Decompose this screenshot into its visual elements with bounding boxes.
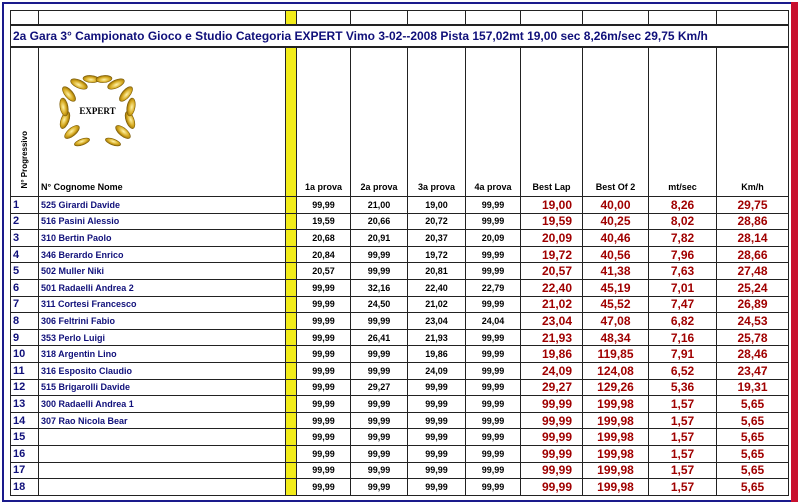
cell-p3: 99,99 xyxy=(408,462,466,479)
cell-driver-name xyxy=(39,479,286,496)
cell-p3: 19,72 xyxy=(408,246,466,263)
cell-best-lap: 99,99 xyxy=(521,412,583,429)
yellow-divider xyxy=(286,263,297,280)
cell-p2: 99,99 xyxy=(351,313,408,330)
yellow-divider xyxy=(286,279,297,296)
cell-best-lap: 19,72 xyxy=(521,246,583,263)
cell-driver-name: 353 Perlo Luigi xyxy=(39,329,286,346)
cell-p3: 99,99 xyxy=(408,479,466,496)
cell-p1: 99,99 xyxy=(297,362,351,379)
cell-p3: 22,40 xyxy=(408,279,466,296)
cell-p1: 19,59 xyxy=(297,213,351,230)
cell-position: 1 xyxy=(11,197,39,214)
laurel-wreath-logo xyxy=(50,70,145,155)
cell-p3: 21,02 xyxy=(408,296,466,313)
cell-p1: 99,99 xyxy=(297,429,351,446)
cell-best-lap: 99,99 xyxy=(521,445,583,462)
right-red-border xyxy=(791,2,798,502)
cell-p4: 99,99 xyxy=(466,246,521,263)
cell-mt-sec: 8,02 xyxy=(649,213,717,230)
cell-driver-name: 307 Rao Nicola Bear xyxy=(39,412,286,429)
cell-p1: 99,99 xyxy=(297,379,351,396)
cell-p4: 99,99 xyxy=(466,197,521,214)
cell-position: 9 xyxy=(11,329,39,346)
cell-p4: 99,99 xyxy=(466,429,521,446)
cell-mt-sec: 8,26 xyxy=(649,197,717,214)
cell-mt-sec: 5,36 xyxy=(649,379,717,396)
cell-mt-sec: 1,57 xyxy=(649,396,717,413)
cell-position: 6 xyxy=(11,279,39,296)
yellow-divider xyxy=(286,213,297,230)
cell-kmh: 26,89 xyxy=(717,296,789,313)
cell-best-of-2: 40,46 xyxy=(583,230,649,247)
cell-p3: 19,00 xyxy=(408,197,466,214)
header-mt-sec: mt/sec xyxy=(649,47,717,197)
cell-p4: 99,99 xyxy=(466,462,521,479)
cell-best-of-2: 199,98 xyxy=(583,479,649,496)
table-row xyxy=(11,213,789,230)
cell-best-of-2: 199,98 xyxy=(583,396,649,413)
title-row xyxy=(11,25,789,47)
cell-best-of-2: 129,26 xyxy=(583,379,649,396)
table-row xyxy=(11,263,789,280)
yellow-divider xyxy=(286,462,297,479)
cell-p4: 20,09 xyxy=(466,230,521,247)
cell-kmh: 23,47 xyxy=(717,362,789,379)
table-row xyxy=(11,479,789,496)
cell-best-of-2: 40,00 xyxy=(583,197,649,214)
cell-p2: 99,99 xyxy=(351,479,408,496)
cell-mt-sec: 6,82 xyxy=(649,313,717,330)
cell-p2: 26,41 xyxy=(351,329,408,346)
cell-best-lap: 19,86 xyxy=(521,346,583,363)
cell-p2: 21,00 xyxy=(351,197,408,214)
cell-p4: 24,04 xyxy=(466,313,521,330)
yellow-divider xyxy=(286,429,297,446)
cell-p4: 99,99 xyxy=(466,396,521,413)
cell-p3: 24,09 xyxy=(408,362,466,379)
cell-position: 2 xyxy=(11,213,39,230)
cell-driver-name: 318 Argentin Lino xyxy=(39,346,286,363)
cell-mt-sec: 1,57 xyxy=(649,445,717,462)
table-row xyxy=(11,230,789,247)
table-row xyxy=(11,279,789,296)
cell-p4: 99,99 xyxy=(466,479,521,496)
header-p3: 3a prova xyxy=(408,47,466,197)
table-row xyxy=(11,329,789,346)
cell-p2: 99,99 xyxy=(351,396,408,413)
cell-driver-name: 515 Brigarolli Davide xyxy=(39,379,286,396)
yellow-divider xyxy=(286,230,297,247)
cell-p2: 99,99 xyxy=(351,346,408,363)
cell-kmh: 28,14 xyxy=(717,230,789,247)
cell-kmh: 24,53 xyxy=(717,313,789,330)
cell-p3: 99,99 xyxy=(408,396,466,413)
cell-mt-sec: 7,16 xyxy=(649,329,717,346)
cell-p2: 99,99 xyxy=(351,412,408,429)
cell-p3: 99,99 xyxy=(408,445,466,462)
cell-p2: 20,66 xyxy=(351,213,408,230)
yellow-divider xyxy=(286,412,297,429)
table-row xyxy=(11,396,789,413)
yellow-divider xyxy=(286,329,297,346)
cell-kmh: 28,66 xyxy=(717,246,789,263)
table-row xyxy=(11,412,789,429)
header-p1: 1a prova xyxy=(297,47,351,197)
cell-position: 5 xyxy=(11,263,39,280)
cell-p4: 99,99 xyxy=(466,412,521,429)
cell-p4: 22,79 xyxy=(466,279,521,296)
cell-best-lap: 21,93 xyxy=(521,329,583,346)
cell-p4: 99,99 xyxy=(466,379,521,396)
cell-kmh: 5,65 xyxy=(717,429,789,446)
yellow-divider xyxy=(286,362,297,379)
cell-best-lap: 99,99 xyxy=(521,429,583,446)
cell-p2: 20,91 xyxy=(351,230,408,247)
cell-mt-sec: 1,57 xyxy=(649,412,717,429)
cell-best-of-2: 119,85 xyxy=(583,346,649,363)
cell-driver-name: 525 Girardi Davide xyxy=(39,197,286,214)
cell-p1: 99,99 xyxy=(297,462,351,479)
yellow-divider xyxy=(286,246,297,263)
cell-mt-sec: 1,57 xyxy=(649,479,717,496)
table-row xyxy=(11,462,789,479)
table-row xyxy=(11,429,789,446)
cell-p3: 20,37 xyxy=(408,230,466,247)
cell-p2: 99,99 xyxy=(351,445,408,462)
cell-mt-sec: 7,01 xyxy=(649,279,717,296)
cell-best-lap: 22,40 xyxy=(521,279,583,296)
cell-kmh: 28,46 xyxy=(717,346,789,363)
cell-kmh: 5,65 xyxy=(717,445,789,462)
cell-best-lap: 29,27 xyxy=(521,379,583,396)
cell-best-lap: 21,02 xyxy=(521,296,583,313)
cell-position: 16 xyxy=(11,445,39,462)
cell-best-lap: 23,04 xyxy=(521,313,583,330)
cell-best-lap: 20,09 xyxy=(521,230,583,247)
cell-p3: 19,86 xyxy=(408,346,466,363)
cell-p4: 99,99 xyxy=(466,346,521,363)
cell-best-of-2: 124,08 xyxy=(583,362,649,379)
cell-p3: 20,72 xyxy=(408,213,466,230)
cell-p3: 99,99 xyxy=(408,412,466,429)
header-best-lap: Best Lap xyxy=(521,47,583,197)
header-progressivo: N° Progressivo xyxy=(11,47,39,197)
cell-kmh: 29,75 xyxy=(717,197,789,214)
yellow-divider xyxy=(286,479,297,496)
cell-p1: 99,99 xyxy=(297,279,351,296)
cell-position: 15 xyxy=(11,429,39,446)
header-kmh: Km/h xyxy=(717,47,789,197)
cell-best-lap: 99,99 xyxy=(521,479,583,496)
cell-best-of-2: 199,98 xyxy=(583,445,649,462)
table-row xyxy=(11,313,789,330)
cell-position: 4 xyxy=(11,246,39,263)
cell-p1: 99,99 xyxy=(297,479,351,496)
cell-driver-name: 516 Pasini Alessio xyxy=(39,213,286,230)
cell-driver-name: 310 Bertin Paolo xyxy=(39,230,286,247)
cell-p1: 99,99 xyxy=(297,329,351,346)
cell-position: 11 xyxy=(11,362,39,379)
table-row xyxy=(11,296,789,313)
cell-p2: 24,50 xyxy=(351,296,408,313)
cell-p2: 29,27 xyxy=(351,379,408,396)
cell-mt-sec: 6,52 xyxy=(649,362,717,379)
cell-best-of-2: 45,52 xyxy=(583,296,649,313)
cell-p3: 99,99 xyxy=(408,379,466,396)
cell-kmh: 19,31 xyxy=(717,379,789,396)
cell-driver-name: 316 Esposito Claudio xyxy=(39,362,286,379)
cell-kmh: 5,65 xyxy=(717,396,789,413)
yellow-divider xyxy=(286,346,297,363)
cell-best-lap: 99,99 xyxy=(521,462,583,479)
cell-mt-sec: 7,82 xyxy=(649,230,717,247)
yellow-divider xyxy=(286,296,297,313)
cell-position: 13 xyxy=(11,396,39,413)
cell-driver-name: 501 Radaelli Andrea 2 xyxy=(39,279,286,296)
cell-p2: 99,99 xyxy=(351,462,408,479)
cell-kmh: 5,65 xyxy=(717,412,789,429)
cell-p1: 99,99 xyxy=(297,412,351,429)
cell-position: 12 xyxy=(11,379,39,396)
cell-p1: 99,99 xyxy=(297,396,351,413)
cell-p4: 99,99 xyxy=(466,296,521,313)
cell-p1: 20,68 xyxy=(297,230,351,247)
cell-position: 10 xyxy=(11,346,39,363)
table-row xyxy=(11,197,789,214)
cell-kmh: 28,86 xyxy=(717,213,789,230)
yellow-divider xyxy=(286,47,297,197)
cell-best-of-2: 41,38 xyxy=(583,263,649,280)
cell-position: 14 xyxy=(11,412,39,429)
yellow-divider xyxy=(286,197,297,214)
table-row xyxy=(11,346,789,363)
top-spacer-row xyxy=(11,11,789,25)
yellow-divider xyxy=(286,445,297,462)
cell-p1: 20,84 xyxy=(297,246,351,263)
yellow-divider xyxy=(286,379,297,396)
logo-text: EXPERT xyxy=(79,106,116,116)
cell-best-of-2: 199,98 xyxy=(583,412,649,429)
cell-kmh: 5,65 xyxy=(717,462,789,479)
cell-kmh: 27,48 xyxy=(717,263,789,280)
cell-p2: 99,99 xyxy=(351,429,408,446)
cell-kmh: 25,78 xyxy=(717,329,789,346)
cell-p2: 99,99 xyxy=(351,263,408,280)
cell-position: 17 xyxy=(11,462,39,479)
cell-p1: 99,99 xyxy=(297,346,351,363)
cell-position: 8 xyxy=(11,313,39,330)
cell-p4: 99,99 xyxy=(466,362,521,379)
cell-best-of-2: 45,19 xyxy=(583,279,649,296)
yellow-divider xyxy=(286,396,297,413)
cell-p1: 99,99 xyxy=(297,313,351,330)
cell-driver-name: 502 Muller Niki xyxy=(39,263,286,280)
race-title: 2a Gara 3° Campionato Gioco e Studio Categoria EXPERT Vimo 3-02--2008 Pista 157,02mt 19,00 sec 8,26m/sec 29,75 Km/h xyxy=(11,25,789,47)
table-row xyxy=(11,246,789,263)
cell-driver-name xyxy=(39,445,286,462)
cell-p3: 20,81 xyxy=(408,263,466,280)
cell-driver-name: 346 Berardo Enrico xyxy=(39,246,286,263)
cell-p3: 99,99 xyxy=(408,429,466,446)
cell-best-of-2: 48,34 xyxy=(583,329,649,346)
cell-position: 18 xyxy=(11,479,39,496)
cell-mt-sec: 1,57 xyxy=(649,462,717,479)
cell-best-lap: 19,59 xyxy=(521,213,583,230)
cell-p1: 20,57 xyxy=(297,263,351,280)
cell-mt-sec: 7,47 xyxy=(649,296,717,313)
cell-p4: 99,99 xyxy=(466,329,521,346)
header-p4: 4a prova xyxy=(466,47,521,197)
cell-kmh: 25,24 xyxy=(717,279,789,296)
cell-mt-sec: 7,91 xyxy=(649,346,717,363)
cell-mt-sec: 1,57 xyxy=(649,429,717,446)
table-row xyxy=(11,362,789,379)
cell-p4: 99,99 xyxy=(466,445,521,462)
cell-p3: 23,04 xyxy=(408,313,466,330)
cell-best-lap: 20,57 xyxy=(521,263,583,280)
cell-driver-name: 300 Radaelli Andrea 1 xyxy=(39,396,286,413)
cell-mt-sec: 7,63 xyxy=(649,263,717,280)
cell-driver-name xyxy=(39,429,286,446)
cell-p4: 99,99 xyxy=(466,213,521,230)
cell-driver-name: 311 Cortesi Francesco xyxy=(39,296,286,313)
cell-driver-name xyxy=(39,462,286,479)
cell-p2: 99,99 xyxy=(351,246,408,263)
cell-p4: 99,99 xyxy=(466,263,521,280)
cell-best-of-2: 40,56 xyxy=(583,246,649,263)
table-row xyxy=(11,379,789,396)
yellow-divider xyxy=(286,313,297,330)
header-p2: 2a prova xyxy=(351,47,408,197)
cell-position: 3 xyxy=(11,230,39,247)
cell-driver-name: 306 Feltrini Fabio xyxy=(39,313,286,330)
cell-best-of-2: 40,25 xyxy=(583,213,649,230)
cell-best-lap: 99,99 xyxy=(521,396,583,413)
cell-p2: 99,99 xyxy=(351,362,408,379)
cell-p1: 99,99 xyxy=(297,296,351,313)
cell-position: 7 xyxy=(11,296,39,313)
cell-kmh: 5,65 xyxy=(717,479,789,496)
cell-p1: 99,99 xyxy=(297,197,351,214)
cell-best-lap: 24,09 xyxy=(521,362,583,379)
table-row xyxy=(11,445,789,462)
cell-mt-sec: 7,96 xyxy=(649,246,717,263)
results-body xyxy=(11,197,789,496)
cell-best-of-2: 199,98 xyxy=(583,462,649,479)
cell-p3: 21,93 xyxy=(408,329,466,346)
header-name: N° Cognome Nome xyxy=(39,47,286,197)
cell-p1: 99,99 xyxy=(297,445,351,462)
cell-best-lap: 19,00 xyxy=(521,197,583,214)
cell-best-of-2: 199,98 xyxy=(583,429,649,446)
cell-p2: 32,16 xyxy=(351,279,408,296)
cell-best-of-2: 47,08 xyxy=(583,313,649,330)
header-best-of-2: Best Of 2 xyxy=(583,47,649,197)
